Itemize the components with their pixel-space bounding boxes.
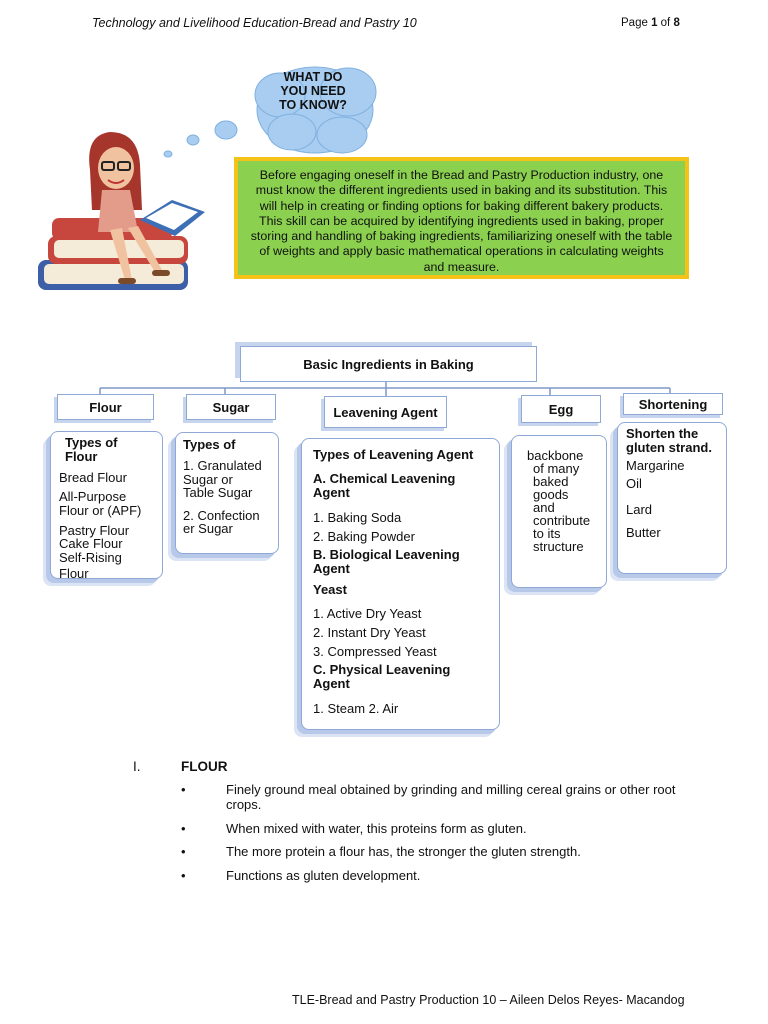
shortening-item: Lard (626, 502, 653, 517)
egg-text-line: of many (533, 461, 580, 476)
chemical-item: 1. Baking Soda (313, 510, 402, 525)
physical-heading: C. Physical Leavening Agent (313, 662, 451, 691)
document-header-title: Technology and Livelihood Education-Bread and Pastry 10 (92, 16, 417, 30)
bullet-text: The more protein a flour has, the stronger the gluten strength. (226, 844, 581, 859)
category-leavening-label: Leavening Agent (333, 404, 438, 420)
shortening-box (617, 422, 727, 574)
shortening-item: Butter (626, 525, 661, 540)
sugar-heading: Types of (183, 437, 236, 452)
chemical-heading: A. Chemical Leavening Agent (313, 471, 456, 500)
egg-text-line: baked (533, 474, 569, 489)
document-footer: TLE-Bread and Pastry Production 10 – Aileen Delos Reyes- Macandog (292, 993, 685, 1007)
biological-heading: B. Biological Leavening Agent (313, 547, 460, 576)
yeast-heading: Yeast (313, 582, 347, 597)
section-title: FLOUR (181, 759, 228, 774)
category-leavening-agent (324, 396, 447, 428)
egg-text-line: and (533, 500, 555, 515)
flour-heading: Types of Flour (65, 435, 118, 464)
egg-text-line: structure (533, 539, 584, 554)
category-egg (521, 395, 601, 423)
flour-item: Flour or (APF) (59, 503, 142, 518)
yeast-item: 3. Compressed Yeast (313, 644, 437, 659)
egg-description-box (511, 435, 607, 588)
egg-text-line: to its (533, 526, 561, 541)
sugar-item: er Sugar (183, 521, 233, 536)
category-flour (57, 394, 154, 420)
yeast-item: 1. Active Dry Yeast (313, 606, 422, 621)
bullet-icon: • (181, 868, 186, 883)
category-sugar (186, 394, 276, 420)
chemical-item: 2. Baking Powder (313, 529, 415, 544)
bullet-text: When mixed with water, this proteins form as gluten. (226, 821, 527, 836)
category-shortening-label: Shortening (638, 396, 708, 412)
leavening-types-box (301, 438, 500, 730)
section-number: I. (133, 759, 141, 774)
egg-text-line: contribute (533, 513, 591, 528)
bullet-text: Functions as gluten development. (226, 868, 421, 883)
thought-bubble-text: WHAT DO YOU NEED TO KNOW? (279, 70, 347, 112)
flour-item: All-Purpose (59, 489, 127, 504)
leavening-heading: Types of Leavening Agent (313, 447, 474, 462)
sugar-item: 2. Confection (183, 508, 260, 523)
sugar-item: Sugar or (183, 472, 233, 487)
category-shortening (623, 393, 723, 415)
shortening-heading: Shorten the gluten strand. (626, 426, 712, 455)
category-sugar-label: Sugar (212, 399, 250, 415)
sugar-item: 1. Granulated (183, 458, 262, 473)
bullet-text: Finely ground meal obtained by grinding and milling cereal grains or other root crops. (226, 782, 676, 812)
shortening-item: Oil (626, 476, 642, 491)
physical-item: 1. Steam 2. Air (313, 701, 399, 716)
bullet-icon: • (181, 821, 186, 836)
flour-item: Pastry Flour (59, 523, 130, 538)
root-node-basic-ingredients (240, 346, 537, 382)
flour-item: Self-Rising (59, 550, 122, 565)
sugar-types-box (175, 432, 279, 554)
egg-text-line: goods (533, 487, 569, 502)
yeast-item: 2. Instant Dry Yeast (313, 625, 426, 640)
flour-item: Bread Flour (59, 470, 127, 485)
flour-item: Cake Flour (59, 536, 123, 551)
egg-text-line: backbone (527, 448, 584, 463)
category-egg-label: Egg (548, 401, 574, 417)
category-flour-label: Flour (89, 399, 122, 415)
intro-text: Before engaging oneself in the Bread and Pastry Production industry, one must know the different ingredients used in baking and its substitution. This will help in creating or finding options for baking different bakery products. This skill can be acquired by identifying ingredients used in baking, proper storing and handling of baking ingredients, familiarizing oneself with the table of weights and apply basic mathematical operations in calculating weights and measure. (250, 168, 673, 274)
shortening-item: Margarine (626, 458, 685, 473)
bullet-icon: • (181, 782, 186, 797)
page-number: Page 1 of 8 (621, 17, 680, 29)
flour-types-box (50, 431, 163, 579)
flour-item: Flour (59, 566, 89, 581)
root-node-label: Basic Ingredients in Baking (303, 356, 474, 372)
bullet-icon: • (181, 844, 186, 859)
sugar-item: Table Sugar (183, 485, 253, 500)
